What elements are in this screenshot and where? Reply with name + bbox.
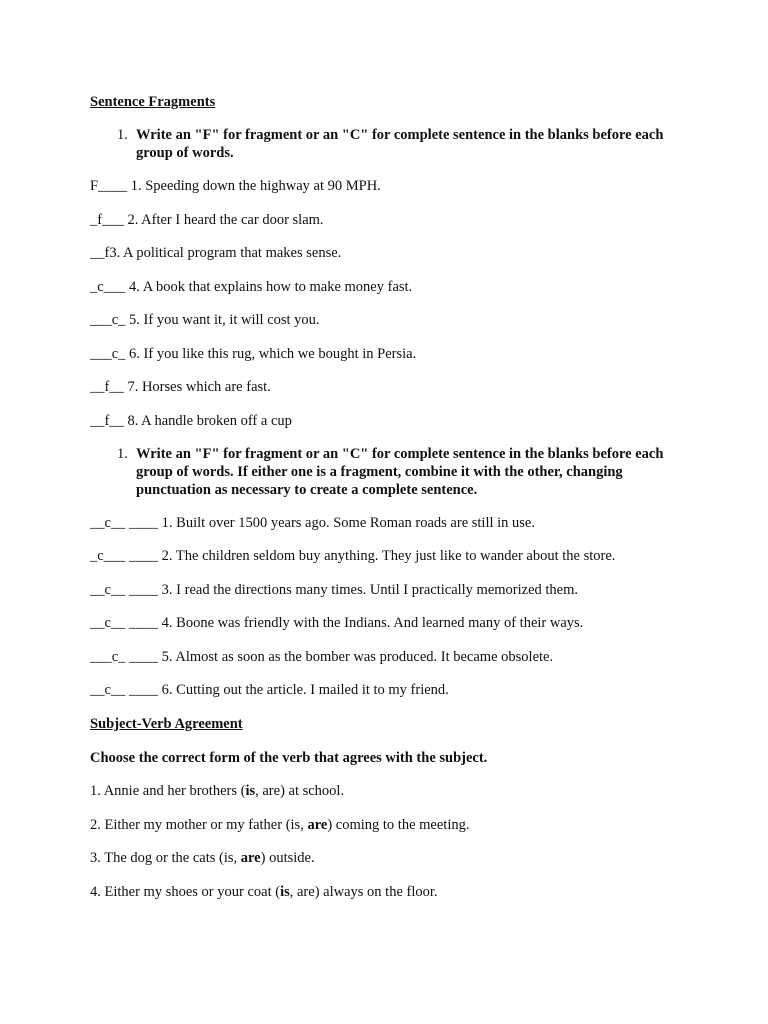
fragment-item-8: __f__ 8. A handle broken off a cup [90,412,292,429]
item-text-after: ) coming to the meeting. [327,816,470,833]
verb-option-is: is [245,783,256,799]
verb-option-is: is [290,816,301,833]
agreement-instruction: Choose the correct form of the verb that agrees with the subject. [90,749,488,766]
combine-item-2: _c___ ____ 2. The children seldom buy anything. They just like to wander about the store. [90,548,616,564]
item-separator: , [289,883,297,900]
verb-option-are: are [262,783,281,799]
verb-option-is: is [223,850,234,866]
item-text-before: 4. Either my shoes or your coat ( [90,883,281,900]
fragment-item-1: F____ 1. Speeding down the highway at 90 MPH. [90,178,381,194]
item-text-before: 2. Either my mother or my father ( [90,816,291,833]
combine-item-5: ___c_ ____ 5. Almost as soon as the bomber was produced. It became obsolete. [90,648,554,665]
item-text-before: 3. The dog or the cats ( [90,850,224,866]
verb-option-are: are [307,816,328,833]
section-heading-agreement: Subject-Verb Agreement [90,716,243,732]
item-text-after: ) always on the floor. [314,883,438,900]
combine-item-3: __c__ ____ 3. I read the directions many times. Until I practically memorized them. [90,581,579,598]
item-text-before: 1. Annie and her brothers ( [90,783,246,799]
section-heading-fragments: Sentence Fragments [90,94,216,110]
fragment-item-2: _f___ 2. After I heard the car door slam. [90,211,324,228]
verb-option-are: are [240,850,261,866]
combine-item-4: __c__ ____ 4. Boone was friendly with the Indians. And learned many of their ways. [90,615,584,631]
agreement-item-2 [90,816,690,834]
item-separator: , [300,816,308,833]
fragment-item-4: _c___ 4. A book that explains how to make money fast. [90,278,413,295]
combine-item-1: __c__ ____ 1. Built over 1500 years ago. Some Roman roads are still in use. [90,514,535,531]
item-separator: , [233,850,241,866]
item-text-after: ) outside. [260,850,315,866]
item-separator: , [255,783,263,799]
instruction-1 [117,126,690,162]
fragment-item-7: __f__ 7. Horses which are fast. [90,379,271,395]
verb-option-are: are [297,883,315,900]
agreement-item-3 [90,849,690,867]
fragment-item-5: ___c_ 5. If you want it, it will cost you. [90,312,320,328]
fragment-item-3: __f3. A political program that makes sense. [90,245,342,261]
instruction-text: Write an "F" for fragment or an "C" for complete sentence in the blanks before each group of words. If either one is a fragment, combine it with the other, changing punctuation as necessary to create a complete sentence. [136,445,664,498]
fragment-item-6: ___c_ 6. If you like this rug, which we bought in Persia. [90,345,417,362]
verb-option-is: is [280,883,290,900]
worksheet-page [90,93,690,901]
agreement-item-1 [90,782,690,800]
instruction-text: Write an "F" for fragment or an "C" for complete sentence in the blanks before each group of words. [136,127,664,161]
combine-item-6: __c__ ____ 6. Cutting out the article. I mailed it to my friend. [90,682,449,698]
instruction-number: 1. [117,445,128,462]
instruction-2 [117,445,690,499]
agreement-item-4 [90,883,690,901]
item-text-after: ) at school. [280,783,345,799]
instruction-number: 1. [117,127,128,143]
